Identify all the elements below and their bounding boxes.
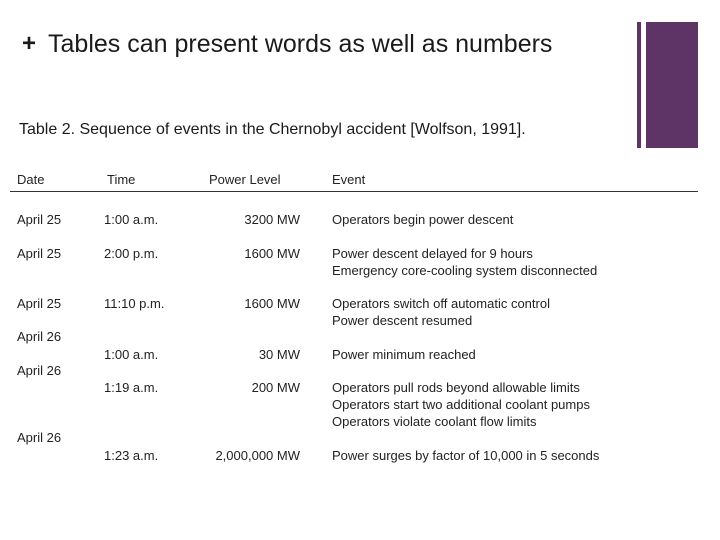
cell-power: 2,000,000 MW bbox=[215, 448, 300, 463]
cell-event: Operators violate coolant flow limits bbox=[332, 414, 537, 429]
accent-bar-thick bbox=[646, 22, 698, 148]
cell-event: Operators switch off automatic control bbox=[332, 296, 550, 311]
cell-power: 200 MW bbox=[251, 380, 300, 395]
cell-time: 1:23 a.m. bbox=[104, 448, 159, 463]
cell-power: 1600 MW bbox=[244, 296, 300, 311]
header-divider bbox=[10, 191, 698, 192]
cell-event: Operators begin power descent bbox=[332, 212, 514, 227]
cell-time: 2:00 p.m. bbox=[104, 246, 159, 261]
cell-date: April 26 bbox=[17, 363, 62, 378]
header-event: Event bbox=[332, 172, 366, 187]
header-power: Power Level bbox=[209, 172, 281, 187]
cell-power: 30 MW bbox=[258, 347, 300, 362]
slide-title-row bbox=[22, 27, 552, 61]
cell-time: 11:10 p.m. bbox=[104, 296, 165, 311]
cell-time: 1:00 a.m. bbox=[104, 212, 159, 227]
cell-date: April 25 bbox=[17, 246, 62, 261]
cell-power: 3200 MW bbox=[244, 212, 300, 227]
header-date: Date bbox=[17, 172, 45, 187]
cell-date: April 26 bbox=[17, 430, 62, 445]
cell-event: Power descent delayed for 9 hours bbox=[332, 246, 533, 261]
cell-power: 1600 MW bbox=[244, 246, 300, 261]
cell-event: Power surges by factor of 10,000 in 5 seconds bbox=[332, 448, 600, 463]
slide-title: Tables can present words as well as numbers bbox=[48, 29, 553, 58]
cell-event: Power descent resumed bbox=[332, 313, 473, 328]
cell-event: Power minimum reached bbox=[332, 347, 476, 362]
header-time: Time bbox=[107, 172, 136, 187]
cell-time: 1:19 a.m. bbox=[104, 380, 159, 395]
cell-date: April 25 bbox=[17, 212, 62, 227]
cell-event: Emergency core-cooling system disconnected bbox=[332, 263, 598, 278]
cell-date: April 26 bbox=[17, 329, 62, 344]
cell-event: Operators start two additional coolant pumps bbox=[332, 397, 590, 412]
cell-date: April 25 bbox=[17, 296, 62, 311]
plus-icon: + bbox=[22, 30, 37, 57]
cell-time: 1:00 a.m. bbox=[104, 347, 159, 362]
accent-bar-thin bbox=[637, 22, 641, 148]
table-caption: Table 2. Sequence of events in the Chernobyl accident [Wolfson, 1991]. bbox=[19, 121, 526, 138]
cell-event: Operators pull rods beyond allowable limits bbox=[332, 380, 580, 395]
